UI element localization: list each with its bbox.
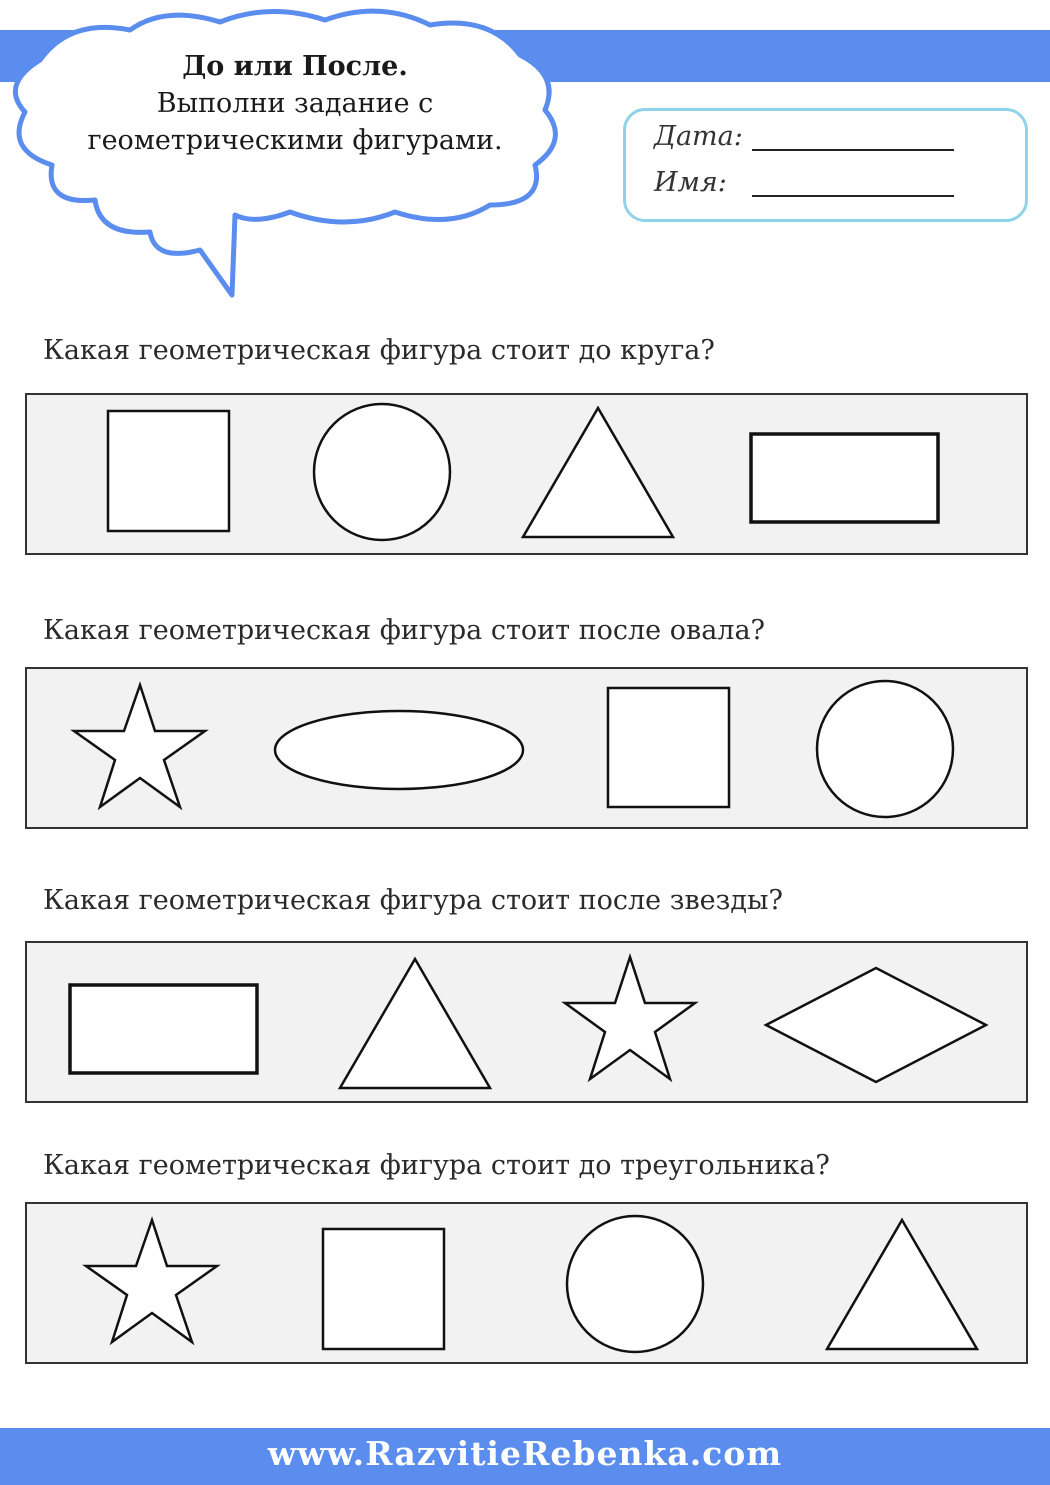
date-label: Дата: (654, 121, 743, 152)
instruction-line-2: геометрическими фигурами. (87, 125, 503, 156)
rhombus-shape[interactable] (766, 968, 986, 1082)
info-box (623, 108, 1028, 222)
rectangle-shape[interactable] (751, 434, 938, 522)
shape-panel-3 (25, 941, 1028, 1103)
triangle-shape[interactable] (523, 408, 673, 537)
instruction-line-1: Выполни задание с (156, 88, 434, 119)
rectangle-shape[interactable] (70, 985, 257, 1073)
cloud-text (40, 48, 550, 159)
square-shape[interactable] (108, 411, 229, 531)
star-shape[interactable] (565, 957, 695, 1079)
triangle-shape[interactable] (340, 959, 490, 1088)
question-4: Какая геометрическая фигура стоит до треугольника? (43, 1150, 830, 1181)
star-shape[interactable] (74, 685, 205, 807)
date-blank-line[interactable] (752, 149, 954, 151)
date-row (654, 121, 743, 152)
star-shape[interactable] (86, 1220, 217, 1342)
circle-shape[interactable] (817, 681, 953, 817)
circle-shape[interactable] (314, 404, 450, 540)
question-3: Какая геометрическая фигура стоит после звезды? (43, 885, 783, 916)
question-2: Какая геометрическая фигура стоит после овала? (43, 615, 766, 646)
circle-shape[interactable] (567, 1216, 703, 1352)
shape-panel-1 (25, 393, 1028, 555)
square-shape[interactable] (323, 1229, 444, 1349)
shape-panel-4 (25, 1202, 1028, 1364)
name-label: Имя: (654, 167, 727, 198)
square-shape[interactable] (608, 688, 729, 807)
website-url[interactable]: www.RazvitieRebenka.com (267, 1434, 783, 1473)
name-blank-line[interactable] (752, 195, 954, 197)
name-row (654, 167, 727, 198)
oval-shape[interactable] (275, 711, 523, 789)
shape-panel-2 (25, 667, 1028, 829)
question-1: Какая геометрическая фигура стоит до круга? (43, 335, 715, 366)
triangle-shape[interactable] (827, 1220, 977, 1349)
worksheet-title: До или После. (182, 51, 408, 82)
